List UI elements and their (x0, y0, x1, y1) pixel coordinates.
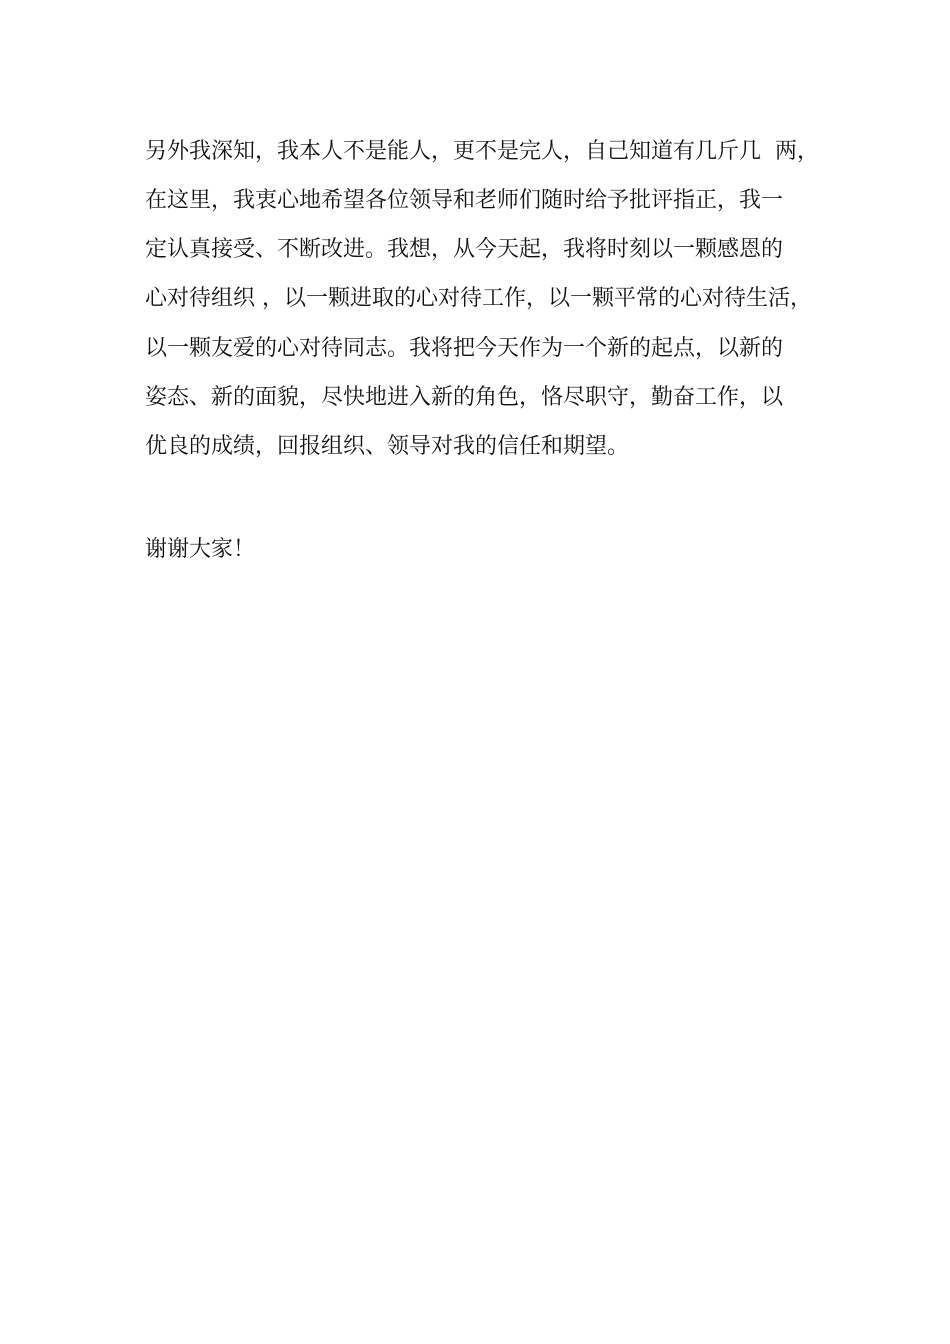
closing-line: 谢谢大家！ (145, 537, 256, 562)
paragraph-line: 心对待组织 ，以一颗进取的心对待工作，以一颗平常的心对待生活， (145, 286, 812, 311)
paragraph-line: 优良的成绩，回报组织、领导对我的信任和期望。 (145, 434, 630, 459)
paragraph-line: 在这里，我衷心地希望各位领导和老师们随时给予批评指正，我一 (145, 188, 784, 213)
paragraph-line: 姿态、新的面貌，尽快地进入新的角色，恪尽职守，勤奋工作，以 (145, 385, 784, 410)
paragraph-line: 另外我深知，我本人不是能人，更不是完人，自己知道有几斤几 两， (145, 139, 819, 164)
paragraph-line: 定认真接受、不断改进。我想，从今天起，我将时刻以一颗感恩的 (145, 237, 784, 262)
paragraph-line: 以一颗友爱的心对待同志。我将把今天作为一个新的起点，以新的 (145, 336, 784, 361)
